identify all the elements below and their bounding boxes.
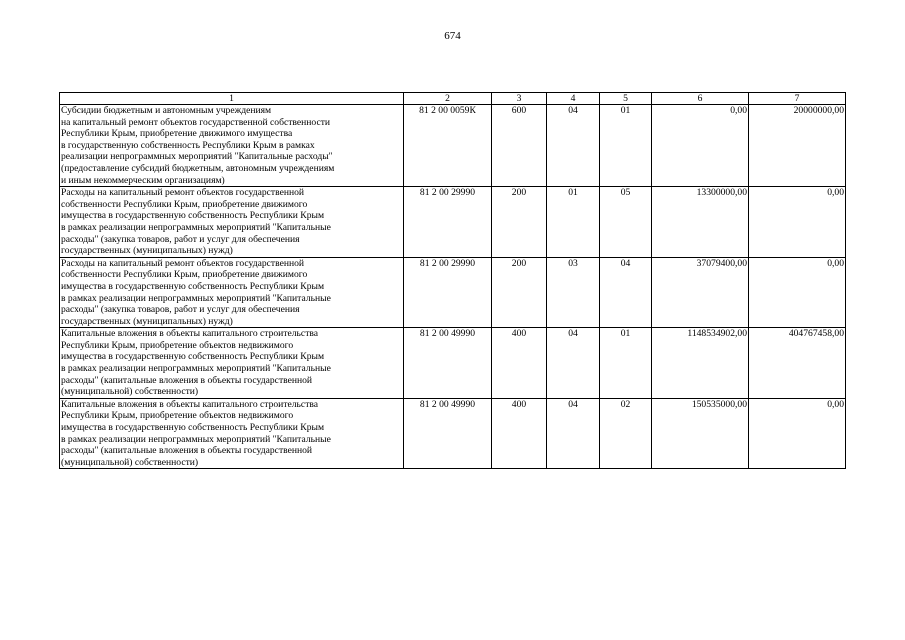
column-header-2: 2: [404, 93, 492, 105]
column-header-4: 4: [547, 93, 600, 105]
row-target-code: 81 2 00 0059К: [404, 105, 492, 187]
row-target-code: 81 2 00 29990: [404, 187, 492, 258]
row-subsection: 05: [600, 187, 652, 258]
row-amount-col7: 20000000,00: [749, 105, 846, 187]
row-description: Расходы на капитальный ремонт объектов государственной собственности Республики Крым, приобретение движимого имущества в государственную собственность Республики Крым в рамках реализации непрограммных мероприятий "Капитальные расходы" (закупка товаров, работ и услуг для обеспечения государственных (муниципальных) нужд): [60, 187, 404, 258]
row-subsection: 02: [600, 398, 652, 469]
table-row: [60, 328, 846, 399]
row-description: Субсидии бюджетным и автономным учреждениям на капитальный ремонт объектов государственной собственности Республики Крым, приобретение движимого имущества в государственную собственность Республики Крым в рамках реализации непрограммных мероприятий "Капитальные расходы" (предоставление субсидий бюджетным, автономным учреждениям и иным некоммерческим организациям): [60, 105, 404, 187]
row-expense-type: 400: [492, 328, 547, 399]
row-subsection: 04: [600, 257, 652, 328]
row-target-code: 81 2 00 29990: [404, 257, 492, 328]
row-amount-col7: 0,00: [749, 398, 846, 469]
row-section: 01: [547, 187, 600, 258]
row-amount-col6: 0,00: [652, 105, 749, 187]
row-description: Расходы на капитальный ремонт объектов государственной собственности Республики Крым, приобретение движимого имущества в государственную собственность Республики Крым в рамках реализации непрограммных мероприятий "Капитальные расходы" (закупка товаров, работ и услуг для обеспечения государственных (муниципальных) нужд): [60, 257, 404, 328]
row-amount-col6: 1148534902,00: [652, 328, 749, 399]
budget-table: [59, 92, 846, 469]
row-subsection: 01: [600, 105, 652, 187]
column-header-1: 1: [60, 93, 404, 105]
row-target-code: 81 2 00 49990: [404, 328, 492, 399]
column-header-5: 5: [600, 93, 652, 105]
row-expense-type: 200: [492, 257, 547, 328]
column-header-7: 7: [749, 93, 846, 105]
table-row: [60, 187, 846, 258]
row-expense-type: 200: [492, 187, 547, 258]
column-header-6: 6: [652, 93, 749, 105]
table-row: [60, 105, 846, 187]
row-amount-col6: 150535000,00: [652, 398, 749, 469]
row-expense-type: 600: [492, 105, 547, 187]
row-description: Капитальные вложения в объекты капитального строительства Республики Крым, приобретение объектов недвижимого имущества в государственную собственность Республики Крым в рамках реализации непрограммных мероприятий "Капитальные расходы" (капитальные вложения в объекты государственной (муниципальной) собственности): [60, 398, 404, 469]
row-section: 04: [547, 105, 600, 187]
row-amount-col7: 0,00: [749, 257, 846, 328]
row-description: Капитальные вложения в объекты капитального строительства Республики Крым, приобретение объектов недвижимого имущества в государственную собственность Республики Крым в рамках реализации непрограммных мероприятий "Капитальные расходы" (капитальные вложения в объекты государственной (муниципальной) собственности): [60, 328, 404, 399]
row-amount-col7: 404767458,00: [749, 328, 846, 399]
row-target-code: 81 2 00 49990: [404, 398, 492, 469]
column-header-3: 3: [492, 93, 547, 105]
table-row: [60, 398, 846, 469]
row-section: 03: [547, 257, 600, 328]
row-amount-col7: 0,00: [749, 187, 846, 258]
row-amount-col6: 37079400,00: [652, 257, 749, 328]
table-row: [60, 257, 846, 328]
row-subsection: 01: [600, 328, 652, 399]
header-row: [60, 93, 846, 105]
page-number: 674: [444, 30, 461, 42]
row-section: 04: [547, 328, 600, 399]
row-section: 04: [547, 398, 600, 469]
row-amount-col6: 13300000,00: [652, 187, 749, 258]
row-expense-type: 400: [492, 398, 547, 469]
